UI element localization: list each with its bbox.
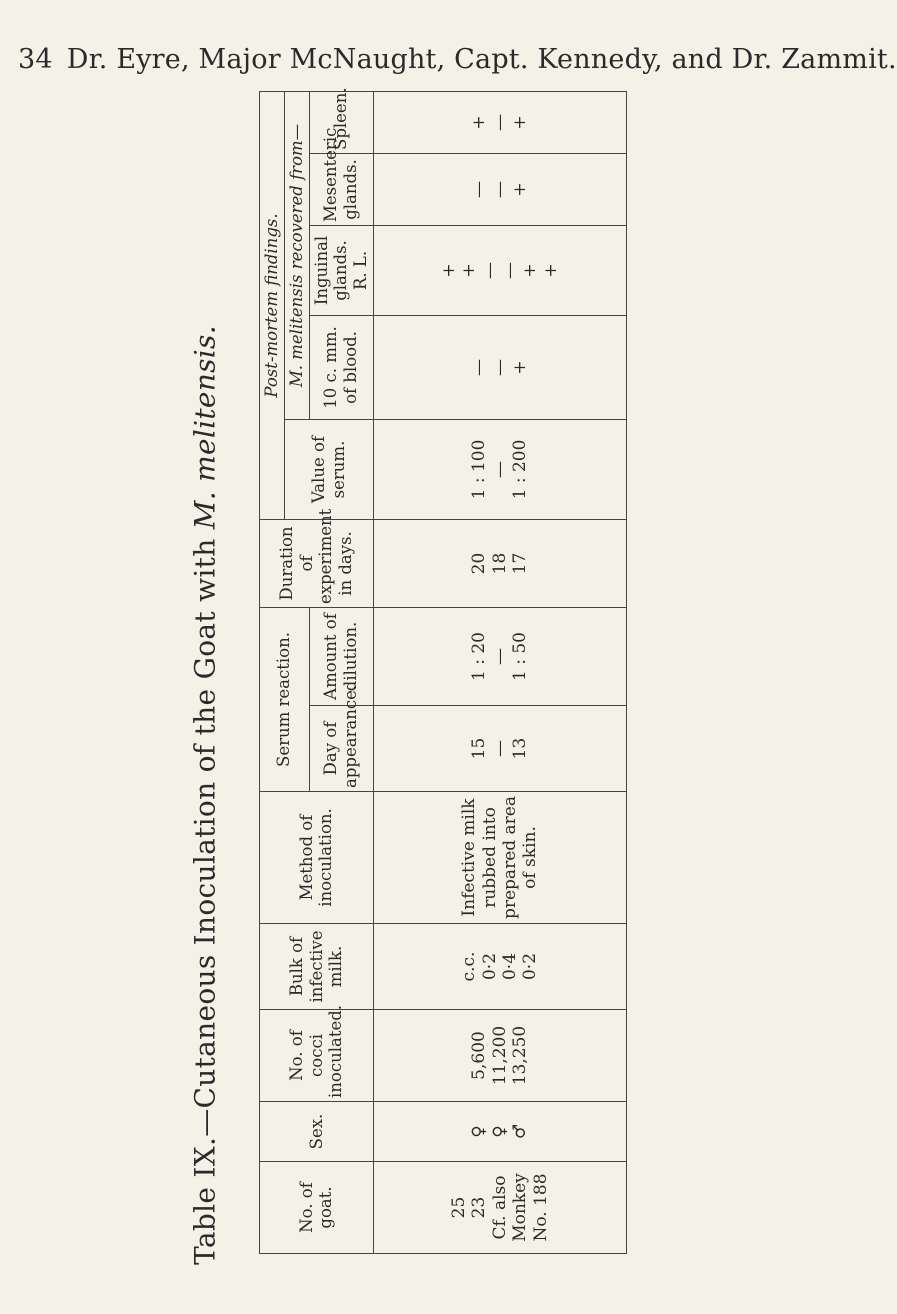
header-amount-of-dilution: Amount of dilution. — [309, 607, 373, 705]
cell-sex: ♀ ♀ ♂ — [373, 1102, 626, 1162]
header-bulk: Bulk of infective milk. — [260, 924, 374, 1010]
caption-organism: M. melitensis. — [188, 325, 222, 530]
cell-inguinal: + + — — + + — [373, 225, 626, 315]
cell-goat: 25 23 Cf. also Monkey No. 188 — [373, 1162, 626, 1254]
data-table — [259, 87, 627, 1254]
cell-duration: 20 18 17 — [373, 519, 626, 607]
header-mesenteric: Mesenteric glands. — [309, 153, 373, 225]
header-method: Method of inoculation. — [260, 792, 374, 924]
cell-bulk: c.c. 0·2 0·4 0·2 — [373, 924, 626, 1010]
header-goat-no: No. of goat. — [260, 1162, 374, 1254]
header-sex: Sex. — [260, 1102, 374, 1162]
cell-spleen: + — + — [373, 91, 626, 153]
page-number: 34 — [18, 44, 53, 75]
table-rotated-wrapper — [259, 87, 627, 1254]
header-row-1 — [260, 91, 285, 1253]
table-body-row — [373, 91, 626, 1253]
cell-cocci: 5,600 11,200 13,250 — [373, 1010, 626, 1102]
header-blood: 10 c. mm. of blood. — [309, 315, 373, 419]
cell-day-of-appearance: 15 — 13 — [373, 706, 626, 792]
cell-amount-of-dilution: 1 : 20 — 1 : 50 — [373, 607, 626, 705]
cell-blood: — — + — [373, 315, 626, 419]
header-duration: Duration of experiment in days. — [260, 519, 374, 607]
header-serum-reaction: Serum reaction. — [260, 607, 310, 791]
header-post-mortem: Post-mortem findings. — [260, 91, 285, 519]
running-head — [18, 44, 897, 75]
header-recovered-from: M. melitensis recovered from— — [284, 91, 309, 419]
cell-method: Infective milk rubbed into prepared area of skin. — [373, 792, 626, 924]
bulk-unit: c.c. — [459, 951, 480, 982]
cell-value-of-serum: 1 : 100 — 1 : 200 — [373, 419, 626, 519]
header-spleen: Spleen. — [309, 91, 373, 153]
cell-mesenteric: — — + — [373, 153, 626, 225]
header-cocci: No. of cocci inoculated. — [260, 1010, 374, 1102]
header-inguinal: Inguinal glands. R. L. — [309, 225, 373, 315]
table-caption — [189, 325, 222, 1265]
header-day-of-appearance: Day of appearance. — [309, 706, 373, 792]
caption-text: —Cutaneous Inoculation of the Goat with — [188, 538, 222, 1137]
caption-label: Table IX. — [188, 1136, 222, 1265]
header-value-of-serum: Value of serum. — [284, 419, 373, 519]
running-head-authors: Dr. Eyre, Major McNaught, Capt. Kennedy, and Dr. Zammit. — [66, 44, 897, 75]
